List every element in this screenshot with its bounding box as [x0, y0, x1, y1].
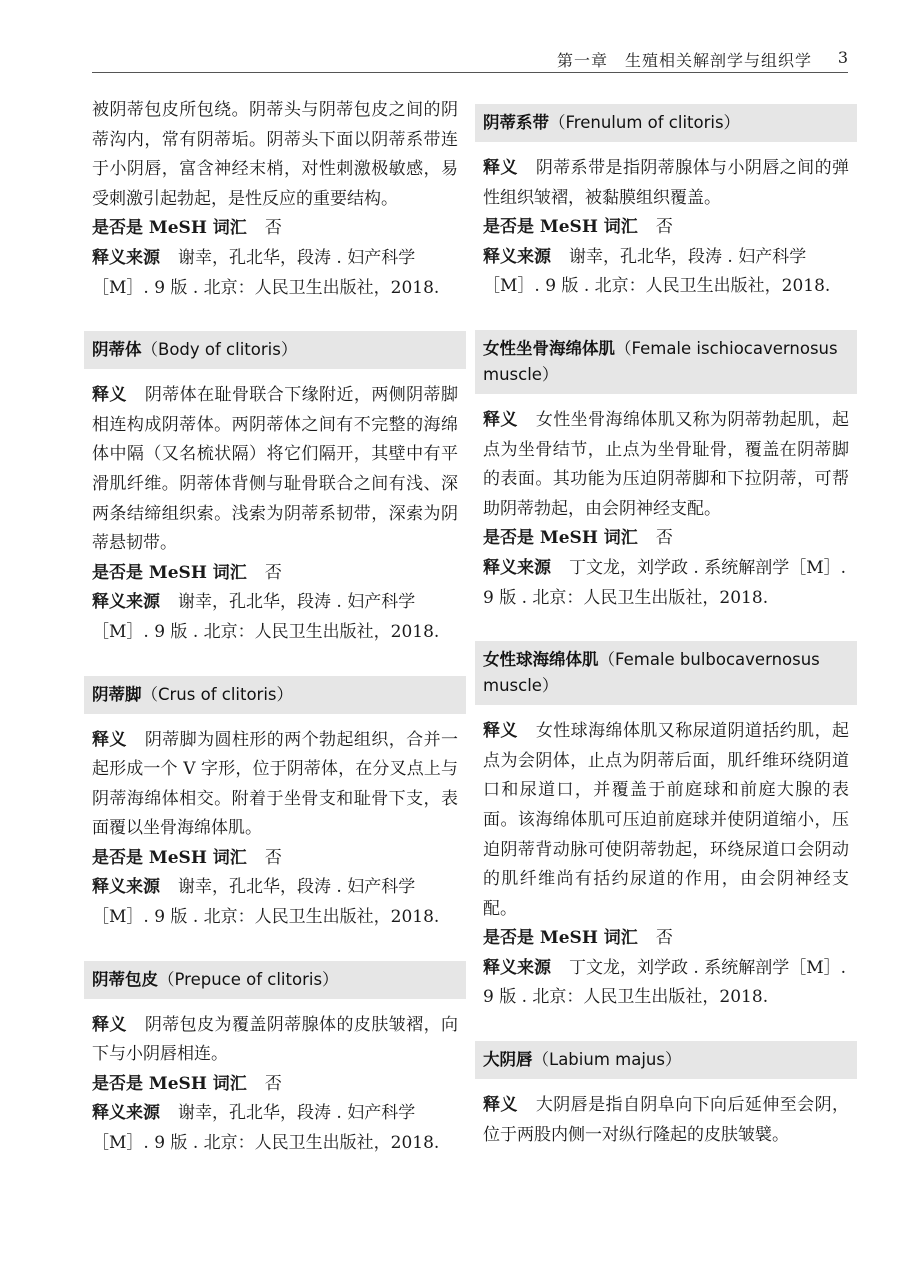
mesh-value: 否 [264, 218, 282, 239]
entry-title-bar [475, 641, 857, 705]
entry-title-zh: 阴蒂系带 [483, 113, 549, 132]
entry-title-zh: 阴蒂包皮 [92, 969, 158, 989]
mesh-label: 是否是 MeSH 词汇 [483, 928, 638, 949]
entry-title-en: （Body of clitoris） [141, 340, 298, 360]
entry-definition [483, 154, 849, 213]
entry-source-line [483, 243, 849, 302]
entry-title-zh: 女性坐骨海绵体肌 [483, 338, 615, 358]
entry-female-bulbocavernosus-muscle [483, 641, 849, 1013]
mesh-label: 是否是 MeSH 词汇 [92, 847, 247, 868]
entry-body-of-clitoris [92, 331, 458, 647]
mesh-label: 是否是 MeSH 词汇 [483, 217, 638, 238]
entry-title-en: （Female bulbocavernosus muscle） [483, 650, 820, 696]
entry-source-line [483, 954, 849, 1013]
entry-title-bar [475, 1041, 857, 1079]
mesh-value: 否 [655, 528, 673, 549]
entry-mesh-line [483, 924, 849, 954]
source-label: 释义来源 [92, 1103, 160, 1124]
entry-title-bar [475, 104, 857, 142]
mesh-label: 是否是 MeSH 词汇 [92, 562, 247, 583]
entry-title-bar [84, 676, 466, 714]
mesh-value: 否 [264, 1073, 282, 1094]
mesh-value: 否 [264, 847, 282, 868]
entry-crus-of-clitoris [92, 676, 458, 933]
intro-mesh-line [92, 214, 458, 244]
entry-source-line [92, 1099, 458, 1158]
source-value: 谢幸，孔北华，段涛 . 妇产科学［M］. 9 版 . 北京：人民卫生出版社，2018. [92, 877, 440, 928]
definition-text: 阴蒂包皮为覆盖阴蒂腺体的皮肤皱褶，向下与小阴唇相连。 [92, 1014, 459, 1065]
page-number: 3 [837, 48, 848, 67]
entry-source-line [92, 873, 458, 932]
chapter-title: 第一章 生殖相关解剖学与组织学 [556, 51, 812, 70]
definition-text: 大阴唇是指自阴阜向下向后延伸至会阴，位于两股内侧一对纵行隆起的皮肤皱襞。 [483, 1095, 850, 1145]
definition-text: 阴蒂体在耻骨联合下缘附近，两侧阴蒂脚相连构成阴蒂体。两阴蒂体之间有不完整的海绵体中隔（又名梳状隔）将它们隔开，其壁中有平滑肌纤维。阴蒂体背侧与耻骨联合之间有浅、深两条结缔组织索。浅索为阴蒂系韧带，深索为阴蒂悬韧带。 [92, 385, 459, 554]
entry-title-en: （Prepuce of clitoris） [158, 969, 339, 989]
entry-definition [483, 406, 849, 524]
entry-source-line [483, 554, 849, 613]
entry-title-zh: 阴蒂体 [92, 340, 142, 360]
definition-label: 释义 [483, 158, 518, 178]
entry-title-en: （Labium majus） [532, 1050, 682, 1070]
source-label: 释义来源 [483, 557, 551, 578]
source-value: 谢幸，孔北华，段涛 . 妇产科学［M］. 9 版 . 北京：人民卫生出版社，2018. [483, 246, 831, 297]
entry-title-en: （Frenulum of clitoris） [549, 113, 741, 132]
source-label: 释义来源 [483, 246, 551, 267]
entry-title-en: （Female ischiocavernosus muscle） [483, 338, 838, 384]
source-value: 谢幸，孔北华，段涛 . 妇产科学［M］. 9 版 . 北京：人民卫生出版社，2018. [92, 247, 440, 298]
mesh-value: 否 [264, 562, 282, 583]
entry-frenulum-of-clitoris [483, 104, 849, 302]
mesh-value: 否 [655, 217, 673, 238]
entry-title-bar [84, 331, 466, 369]
source-value: 谢幸，孔北华，段涛 . 妇产科学［M］. 9 版 . 北京：人民卫生出版社，2018. [92, 592, 440, 642]
entry-definition [92, 1011, 458, 1070]
running-header [92, 44, 848, 73]
intro-source-line [92, 244, 458, 303]
entry-mesh-line [92, 844, 458, 874]
entry-title-zh: 大阴唇 [483, 1050, 533, 1070]
definition-label: 释义 [483, 409, 518, 430]
entry-mesh-line [92, 559, 458, 589]
entry-mesh-line [483, 524, 849, 554]
definition-text: 女性球海绵体肌又称尿道阴道括约肌，起点为会阴体，止点为阴蒂后面，肌纤维环绕阴道口和尿道口，并覆盖于前庭球和前庭大腺的表面。该海绵体肌可压迫前庭球并使阴道缩小，压迫阴蒂背动脉可使阴蒂勃起，环绕尿道口会阴动的肌纤维尚有括约尿道的作用，由会阴神经支配。 [483, 721, 850, 919]
entry-title-en: （Crus of clitoris） [141, 684, 294, 704]
definition-label: 释义 [92, 385, 127, 406]
source-label: 释义来源 [483, 957, 551, 978]
source-label: 释义来源 [92, 247, 160, 268]
entry-female-ischiocavernosus-muscle [483, 330, 849, 613]
right-column [483, 104, 849, 1150]
entry-definition [483, 1091, 849, 1150]
entry-definition [92, 726, 458, 844]
intro-paragraph: 被阴蒂包皮所包绕。阴蒂头与阴蒂包皮之间的阴蒂沟内，常有阴蒂垢。阴蒂头下面以阴蒂系带连于小阴唇，富含神经末梢，对性刺激极敏感，易受刺激引起勃起，是性反应的重要结构。 [92, 100, 458, 209]
entry-definition [483, 717, 849, 924]
mesh-label: 是否是 MeSH 词汇 [92, 1073, 247, 1094]
entry-source-line [92, 588, 458, 647]
entry-title-bar [475, 330, 857, 394]
definition-label: 释义 [92, 1014, 127, 1035]
entry-definition [92, 381, 458, 559]
source-value: 丁文龙，刘学政 . 系统解剖学［M］. 9 版 . 北京：人民卫生出版社，2018. [483, 557, 847, 608]
mesh-label: 是否是 MeSH 词汇 [92, 218, 247, 239]
source-label: 释义来源 [92, 877, 160, 898]
definition-label: 释义 [483, 721, 518, 742]
entry-title-zh: 女性球海绵体肌 [483, 650, 599, 670]
definition-label: 释义 [92, 729, 127, 750]
entry-title-bar [84, 961, 466, 999]
source-value: 丁文龙，刘学政 . 系统解剖学［M］. 9 版 . 北京：人民卫生出版社，2018. [483, 957, 847, 1008]
entry-labium-majus [483, 1041, 849, 1150]
definition-text: 阴蒂脚为圆柱形的两个勃起组织，合并一起形成一个 V 字形，位于阴蒂体，在分叉点上与阴蒂海绵体相交。附着于坐骨支和耻骨下支，表面覆以坐骨海绵体肌。 [92, 729, 459, 839]
definition-text: 阴蒂系带是指阴蒂腺体与小阴唇之间的弹性组织皱褶，被黏膜组织覆盖。 [483, 158, 850, 208]
source-label: 释义来源 [92, 592, 160, 613]
definition-text: 女性坐骨海绵体肌又称为阴蒂勃起肌，起点为坐骨结节，止点为坐骨耻骨，覆盖在阴蒂脚的表面。其功能为压迫阴蒂脚和下拉阴蒂，可帮助阴蒂勃起，由会阴神经支配。 [483, 409, 850, 519]
mesh-value: 否 [655, 928, 673, 949]
definition-label: 释义 [483, 1095, 518, 1116]
entry-prepuce-of-clitoris [92, 961, 458, 1159]
source-value: 谢幸，孔北华，段涛 . 妇产科学［M］. 9 版 . 北京：人民卫生出版社，2018. [92, 1103, 440, 1154]
entry-title-zh: 阴蒂脚 [92, 684, 142, 704]
mesh-label: 是否是 MeSH 词汇 [483, 528, 638, 549]
entry-mesh-line [483, 213, 849, 243]
left-column [92, 96, 458, 1159]
entry-mesh-line [92, 1070, 458, 1100]
